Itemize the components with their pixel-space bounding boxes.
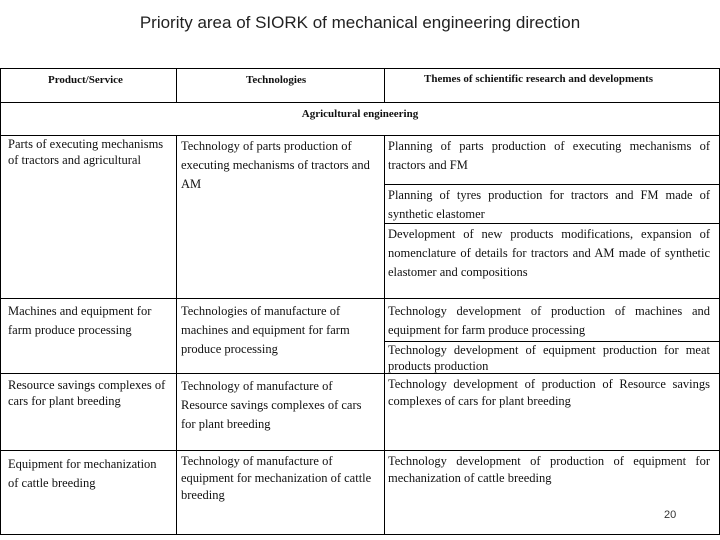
row1-theme-1: Planning of parts production of executing mechanisms of tractors and FM (388, 139, 710, 172)
row1-technology: Technology of parts production of executing mechanisms of tractors and AM (181, 139, 370, 191)
row-divider (0, 298, 720, 299)
row2-product: Machines and equipment for farm produce processing (8, 304, 152, 337)
table-left-border (0, 68, 1, 535)
row1-product: Parts of executing mechanisms of tractors and agricultural (8, 137, 164, 167)
header-product-service: Product/Service (48, 74, 123, 86)
section-title: Agricultural engineering (301, 108, 419, 120)
row4-technology: Technology of manufacture of equipment for mechanization of cattle breeding (181, 454, 372, 502)
header-col-divider-1 (176, 68, 177, 102)
header-divider (0, 102, 720, 103)
row2-technology: Technologies of manufacture of machines and equipment for farm produce processing (181, 304, 350, 356)
page-title: Priority area of SIORK of mechanical engineering direction (139, 13, 581, 32)
table-bottom-border (0, 534, 720, 535)
row3-product: Resource savings complexes of cars for plant breeding (8, 378, 166, 408)
theme-divider (384, 184, 720, 185)
header-technologies: Technologies (246, 74, 307, 86)
header-col-divider-2 (384, 68, 385, 102)
row3-technology: Technology of manufacture of Resource savings complexes of cars for plant breeding (181, 379, 362, 431)
body-col-divider-1 (176, 135, 177, 535)
row2-theme-2: Technology development of equipment production for meat products production (388, 343, 710, 373)
row1-theme-3: Development of new products modifications, expansion of nomenclature of details for tractors and AM made of synthetic elastomer and compositions (388, 227, 710, 279)
row2-theme-1: Technology development of production of machines and equipment for farm produce processing (388, 304, 710, 337)
row4-product: Equipment for mechanization of cattle breeding (8, 457, 157, 490)
row4-theme-1: Technology development of production of equipment for mechanization of cattle breeding (388, 454, 710, 485)
row1-theme-2: Planning of tyres production for tractors and FM made of synthetic elastomer (388, 188, 710, 221)
row3-theme-1: Technology development of production of Resource savings complexes of cars for plant breeding (388, 377, 710, 408)
body-col-divider-2 (384, 135, 385, 535)
header-themes: Themes of schientific research and developments (424, 73, 654, 85)
page-number: 20 (664, 509, 677, 521)
row-divider (0, 450, 720, 451)
table-top-border (0, 68, 720, 69)
